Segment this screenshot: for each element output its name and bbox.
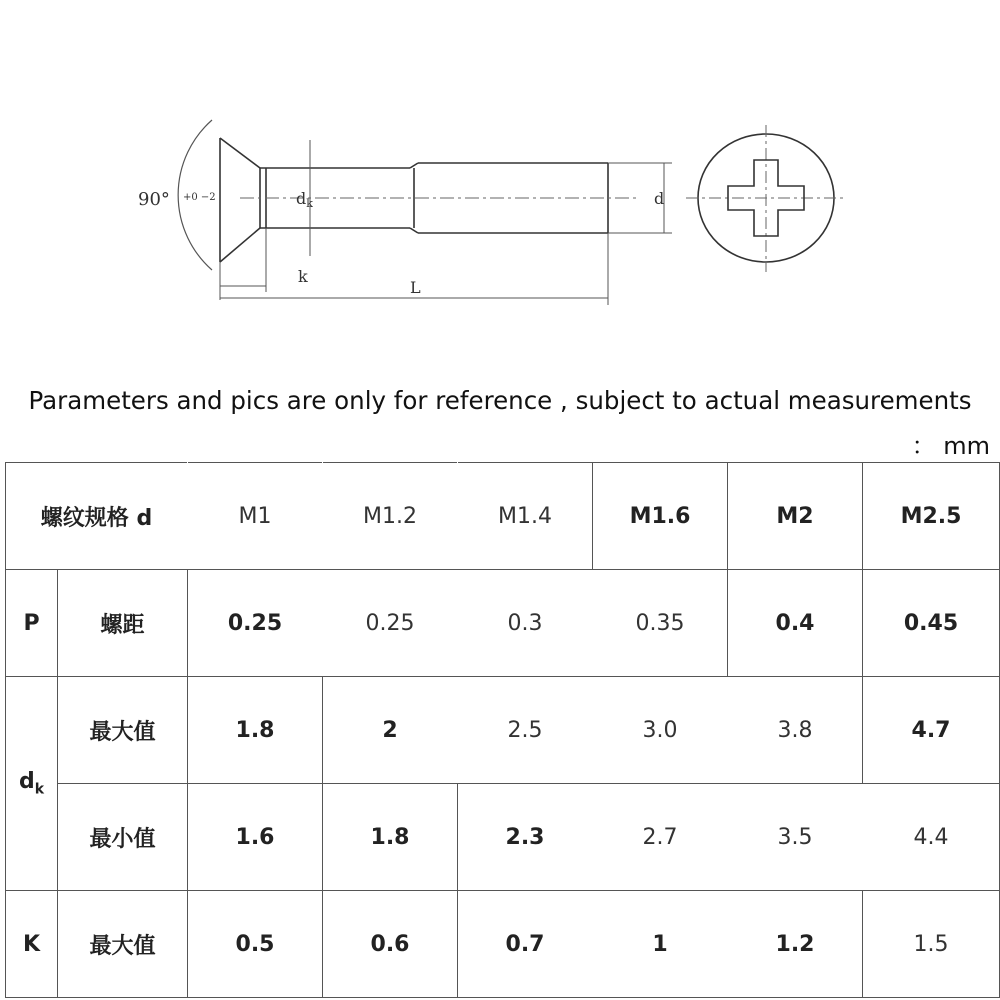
value-cell: 0.45 xyxy=(863,570,1000,677)
value-cell: 2.5 xyxy=(458,677,593,784)
size-cell: M2 xyxy=(728,463,863,570)
size-cell: M1.4 xyxy=(458,463,593,570)
value-cell: 0.3 xyxy=(458,570,593,677)
value-cell: 1.8 xyxy=(323,784,458,891)
size-cell: M1.6 xyxy=(593,463,728,570)
screw-diagram xyxy=(0,0,1000,360)
value-cell: 2 xyxy=(323,677,458,784)
angle-tolerance: +0 −2 xyxy=(183,192,216,203)
value-cell: 0.6 xyxy=(323,891,458,998)
value-cell: 0.35 xyxy=(593,570,728,677)
row-symbol: K xyxy=(6,891,58,998)
size-cell: M1 xyxy=(188,463,323,570)
thread-spec-header: 螺纹规格 d xyxy=(6,463,188,570)
label-k: k xyxy=(298,267,308,286)
value-cell: 2.3 xyxy=(458,784,593,891)
value-cell: 0.4 xyxy=(728,570,863,677)
size-cell: M2.5 xyxy=(863,463,1000,570)
value-cell: 1.2 xyxy=(728,891,863,998)
value-cell: 0.7 xyxy=(458,891,593,998)
row-label: 最大值 xyxy=(58,677,188,784)
dk-symbol: $d_k$ xyxy=(18,769,45,798)
label-dk: dk xyxy=(296,189,313,210)
table-row-header xyxy=(6,463,1000,570)
row-label: 螺距 xyxy=(58,570,188,677)
angle-label: 90° xyxy=(138,189,170,210)
value-cell: 4.7 xyxy=(863,677,1000,784)
table-row-dk-max xyxy=(6,677,1000,784)
value-cell: 0.25 xyxy=(323,570,458,677)
label-L: L xyxy=(410,278,421,297)
value-cell: 3.8 xyxy=(728,677,863,784)
row-symbol: P xyxy=(6,570,58,677)
label-d: d xyxy=(654,189,665,208)
table-row-pitch xyxy=(6,570,1000,677)
spec-table xyxy=(5,462,1000,998)
value-cell: 2.7 xyxy=(593,784,728,891)
reference-note: Parameters and pics are only for reference , subject to actual measurements xyxy=(28,386,972,415)
value-cell: 1 xyxy=(593,891,728,998)
value-cell: 1.6 xyxy=(188,784,323,891)
value-cell: 3.5 xyxy=(728,784,863,891)
unit-label: ： mm xyxy=(911,432,990,460)
size-cell: M1.2 xyxy=(323,463,458,570)
value-cell: 0.5 xyxy=(188,891,323,998)
row-label: 最大值 xyxy=(58,891,188,998)
table-row-dk-min xyxy=(6,784,1000,891)
value-cell: 0.25 xyxy=(188,570,323,677)
value-cell: 1.8 xyxy=(188,677,323,784)
screw-head xyxy=(220,138,266,262)
value-cell: 1.5 xyxy=(863,891,1000,998)
row-symbol-dk xyxy=(6,677,58,891)
table-row-k xyxy=(6,891,1000,998)
value-cell: 3.0 xyxy=(593,677,728,784)
head-top-view xyxy=(686,125,846,272)
row-label: 最小值 xyxy=(58,784,188,891)
value-cell: 4.4 xyxy=(863,784,1000,891)
